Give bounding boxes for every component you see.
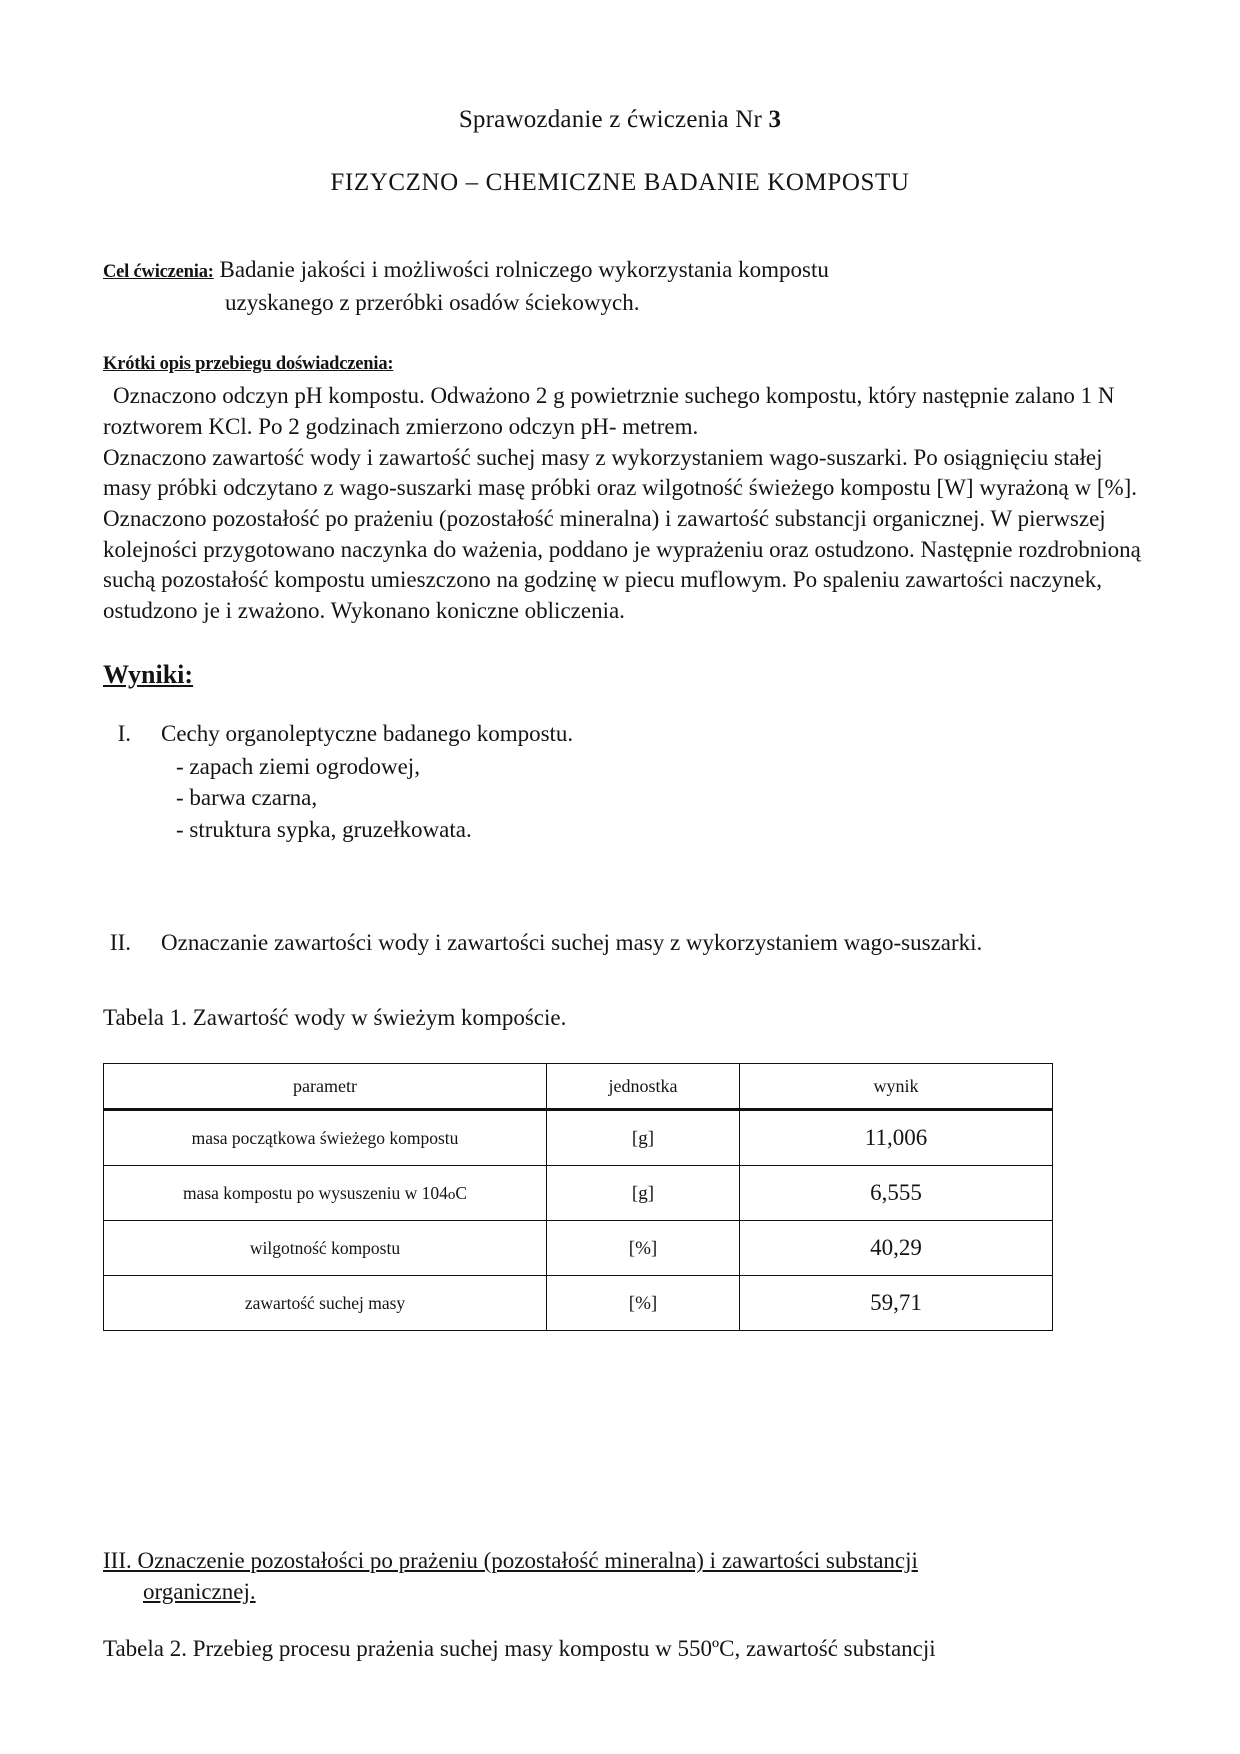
table1-cell-wynik: 11,006: [740, 1110, 1053, 1166]
table1-header-wynik: wynik: [740, 1064, 1053, 1110]
table-header-row: [104, 1064, 1053, 1110]
results-heading: Wyniki:: [103, 659, 194, 689]
document-subtitle: FIZYCZNO – CHEMICZNE BADANIE KOMPOSTU: [330, 169, 910, 196]
table-row: [104, 1221, 1053, 1276]
table1-cell-jednostka: [547, 1110, 740, 1166]
results-item-1: [103, 718, 1145, 749]
table1-cell-parametr: wilgotność kompostu: [104, 1221, 547, 1276]
degree-marker: o: [447, 1186, 456, 1203]
results-item-1-numeral: I.: [117, 720, 131, 746]
aim-text-1: Badanie jakości i możliwości rolniczego wykorzystania kompostu: [213, 257, 829, 282]
document-title: [0, 0, 1240, 135]
description-paragraph-1: Oznaczono odczyn pH kompostu. Odważono 2 g powietrznie suchego kompostu, który następnie zalano 1 N roztworem KCl. Po 2 godzinach zmierzono odczyn pH- metrem.: [103, 383, 1115, 439]
table1-cell-wynik: 59,71: [740, 1276, 1053, 1331]
document-title-prefix: Sprawozdanie z ćwiczenia Nr: [458, 106, 769, 133]
unit-text: [%]: [628, 1292, 658, 1314]
section3-heading: [103, 1546, 1145, 1608]
table2-caption: Tabela 2. Przebieg procesu prażenia suchej masy kompostu w 550ºC, zawartość substancji: [103, 1635, 936, 1661]
table1-cell-parametr: zawartość suchej masy: [104, 1276, 547, 1331]
table1-cell-jednostka: [547, 1166, 740, 1221]
description-paragraph-2: Oznaczono zawartość wody i zawartość suchej masy z wykorzystaniem wago-suszarki. Po osiągnięciu stałej masy próbki odczytano z wago-suszarki masę próbki oraz wilgotność świeżego kompostu [W] wyrażoną w [%].: [103, 444, 1138, 501]
table1-cell-jednostka: [547, 1276, 740, 1331]
table-row: [104, 1110, 1053, 1166]
table1-cell-parametr: [104, 1166, 547, 1221]
aim-line-1: [103, 255, 1145, 286]
results-list-2: [103, 927, 1145, 958]
aim-label: Cel ćwiczenia:: [103, 262, 214, 282]
section3-line-1: III. Oznaczenie pozostałości po prażeniu (pozostałość mineralna) i zawartości substancji: [103, 1548, 918, 1574]
unit-text: [%]: [628, 1237, 658, 1259]
document-body: [0, 255, 1240, 1665]
table-row: [104, 1166, 1053, 1221]
results-item-2: [103, 927, 1145, 958]
results-item-1-bullets: [103, 751, 1145, 845]
table1-header-parametr: parametr: [104, 1064, 547, 1110]
section3-line-2: organicznej.: [143, 1578, 256, 1604]
unit-text: [g]: [631, 1182, 655, 1204]
unit-text: [g]: [631, 1127, 655, 1149]
description-paragraph-3: Oznaczono pozostałość po prażeniu (pozostałość mineralna) i zawartość substancji organicznej. W pierwszej kolejności przygotowano naczynka do ważenia, poddano je wyprażeniu oraz ostudzono. Następnie rozdrobnioną suchą pozostałość kompostu umieszczono na godzinę w piecu muflowym. Po spaleniu zawartości naczynek, ostudzono je i zważono. Wykonano koniczne obliczenia.: [103, 505, 1141, 624]
aim-block: [103, 255, 1145, 318]
results-item-1-text: Cechy organoleptyczne badanego kompostu.: [161, 720, 574, 746]
results-item-2-text: Oznaczanie zawartości wody i zawartości suchej masy z wykorzystaniem wago-suszarki.: [161, 929, 983, 955]
table1-cell-wynik: 40,29: [740, 1221, 1053, 1276]
table1-header-jednostka: jednostka: [547, 1064, 740, 1110]
list-item: - struktura sypka, gruzełkowata.: [176, 816, 472, 842]
results-item-2-numeral: II.: [109, 929, 131, 955]
table1-cell-parametr: masa początkowa świeżego kompostu: [104, 1110, 547, 1166]
table1-cell-wynik: 6,555: [740, 1166, 1053, 1221]
description-heading: Krótki opis przebiegu doświadczenia:: [103, 354, 394, 375]
param-text: masa kompostu po wysuszeniu w 104: [182, 1182, 448, 1203]
table-row: [104, 1276, 1053, 1331]
table1-cell-jednostka: [547, 1221, 740, 1276]
list-item: - barwa czarna,: [176, 785, 318, 811]
description-body: [103, 381, 1145, 627]
table1-caption: Tabela 1. Zawartość wody w świeżym kompoście.: [103, 1005, 567, 1031]
document-title-number: 3: [768, 106, 782, 133]
param-tail: C: [455, 1182, 468, 1203]
table1: [103, 1063, 1053, 1331]
aim-line-2: uzyskanego z przeróbki osadów ściekowych.: [225, 289, 640, 315]
results-list: [103, 718, 1145, 845]
list-item: - zapach ziemi ogrodowej,: [176, 754, 420, 780]
